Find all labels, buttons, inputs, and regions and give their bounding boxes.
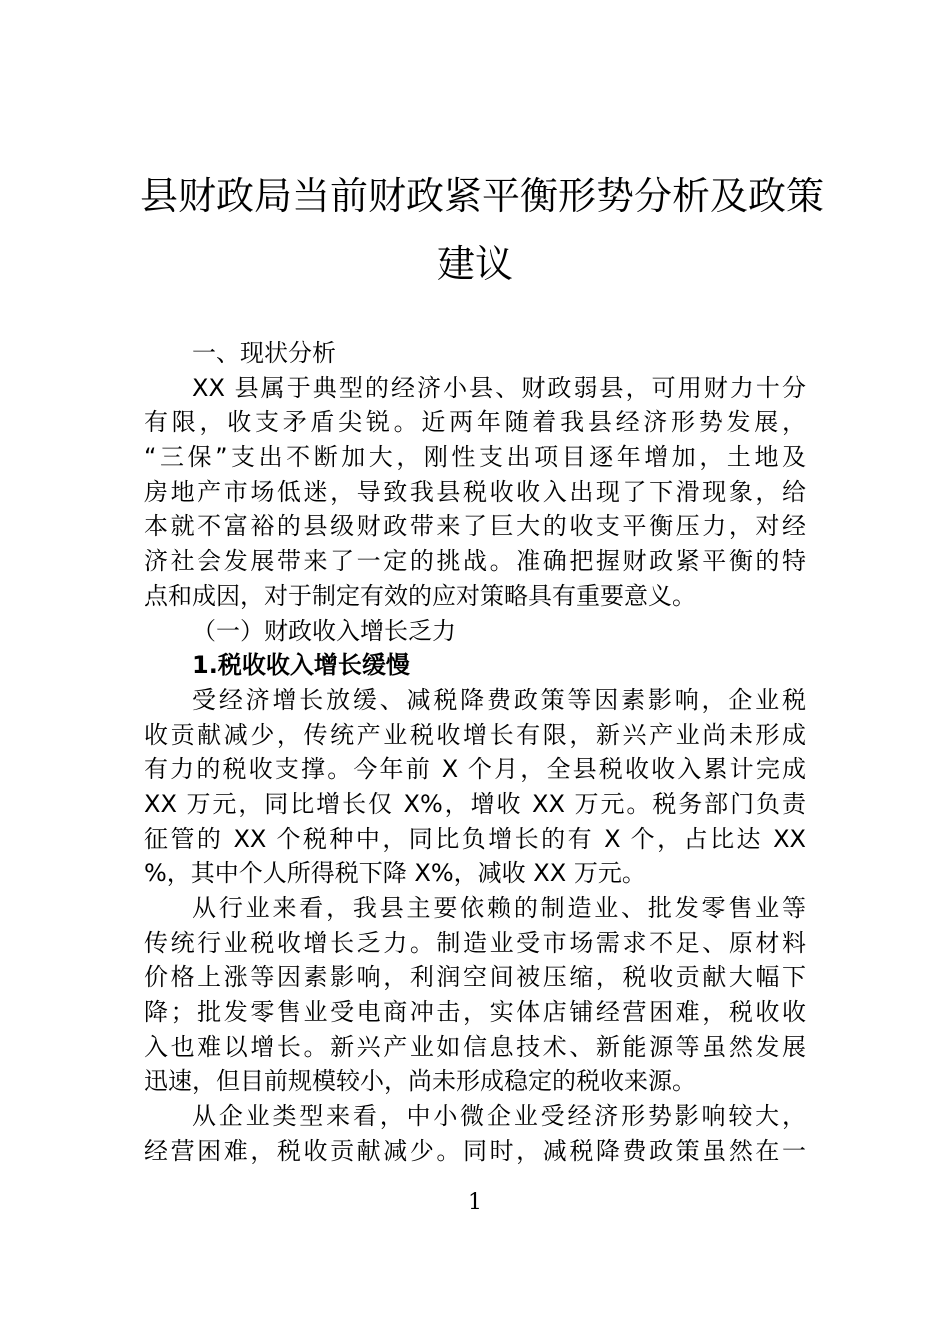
body-text-line: 点和成因，对于制定有效的应对策略具有重要意义。	[144, 581, 696, 610]
body-text-line: 入也难以增长。新兴产业如信息技术、新能源等虽然发展	[144, 1032, 806, 1061]
body-text-line: 有力的税收支撑。今年前 X 个月，全县税收收入累计完成	[144, 755, 806, 784]
body-text-line: 迅速，但目前规模较小，尚未形成稳定的税收来源。	[144, 1067, 696, 1096]
body-text-line: 房地产市场低迷，导致我县税收收入出现了下滑现象，给	[144, 477, 806, 506]
body-text-line: %，其中个人所得税下降 X%，减收 XX 万元。	[144, 859, 646, 888]
body-text-line: 征管的 XX 个税种中，同比负增长的有 X 个，占比达 XX	[144, 824, 806, 853]
body-text-line: XX 县属于典型的经济小县、财政弱县，可用财力十分	[192, 373, 806, 402]
section-subheading-line: 1.税收收入增长缓慢	[192, 651, 410, 680]
body-text-line: 收贡献减少，传统产业税收增长有限，新兴产业尚未形成	[144, 720, 806, 749]
body-text-line: XX 万元，同比增长仅 X%，增收 XX 万元。税务部门负责	[144, 789, 806, 818]
body-text-line: 从企业类型来看，中小微企业受经济形势影响较大，	[192, 1102, 806, 1131]
body-text-line: 本就不富裕的县级财政带来了巨大的收支平衡压力，对经	[144, 512, 806, 541]
body-text-line: 经营困难，税收贡献减少。同时，减税降费政策虽然在一	[144, 1136, 806, 1165]
document-body	[144, 336, 806, 1169]
document-title-line-1: 县财政局当前财政紧平衡形势分析及政策	[140, 174, 825, 218]
page-number: 1	[468, 1190, 482, 1215]
body-text-line: 降；批发零售业受电商冲击，实体店铺经营困难，税收收	[144, 998, 806, 1027]
body-text-line: 有限，收支矛盾尖锐。近两年随着我县经济形势发展，	[144, 408, 806, 437]
body-text-line: 从行业来看，我县主要依赖的制造业、批发零售业等	[192, 894, 806, 922]
document-title-line-2: 建议	[436, 242, 513, 286]
body-text-line: 济社会发展带来了一定的挑战。准确把握财政紧平衡的特	[144, 547, 806, 576]
body-text-line: 一、现状分析	[192, 339, 336, 367]
body-text-line: 价格上涨等因素影响，利润空间被压缩，税收贡献大幅下	[144, 963, 806, 992]
body-text-line: （一）财政收入增长乏力	[192, 616, 456, 645]
body-text-line: “三保”支出不断加大，刚性支出项目逐年增加，土地及	[144, 443, 806, 472]
body-text-line: 传统行业税收增长乏力。制造业受市场需求不足、原材料	[144, 928, 806, 957]
body-text-line: 受经济增长放缓、减税降费政策等因素影响，企业税	[192, 685, 806, 714]
